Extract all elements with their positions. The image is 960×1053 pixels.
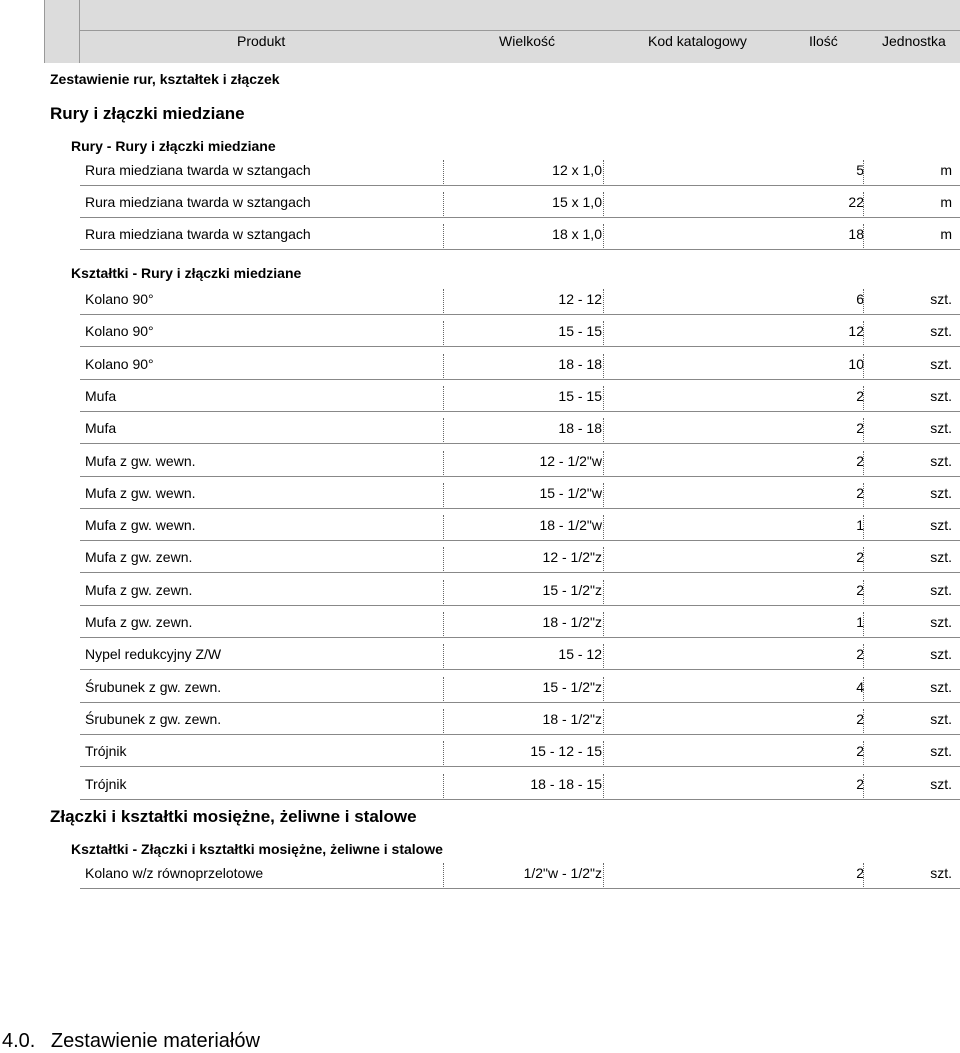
column-separator: [443, 224, 444, 248]
column-separator: [443, 354, 444, 378]
table-row: [80, 445, 960, 477]
cell-size: 15 - 1/2"w: [539, 484, 602, 501]
cell-quantity: 2: [856, 484, 864, 501]
cell-product: Śrubunek z gw. zewn.: [85, 710, 222, 727]
table-row: [80, 348, 960, 380]
column-separator: [863, 612, 864, 636]
column-separator: [603, 612, 604, 636]
column-header-size[interactable]: Wielkość: [499, 33, 556, 49]
cell-product: Rura miedziana twarda w sztangach: [85, 194, 311, 211]
row-divider: [80, 888, 960, 889]
column-separator: [603, 418, 604, 442]
cell-size: 15 - 1/2"z: [542, 678, 602, 695]
cell-quantity: 2: [856, 775, 864, 792]
cell-unit: m: [940, 226, 952, 243]
column-separator: [603, 580, 604, 604]
column-separator: [443, 483, 444, 507]
column-separator: [443, 418, 444, 442]
column-separator: [863, 321, 864, 345]
cell-quantity: 1: [856, 517, 864, 534]
cell-size: 18 - 18 - 15: [530, 775, 602, 792]
table-row: [80, 735, 960, 767]
cell-size: 15 - 12 - 15: [530, 743, 602, 760]
column-separator: [443, 644, 444, 668]
column-separator: [443, 612, 444, 636]
table-row: [80, 154, 960, 186]
cell-unit: szt.: [930, 387, 952, 404]
cell-size: 18 x 1,0: [552, 226, 602, 243]
table-row: [80, 283, 960, 315]
column-separator: [863, 677, 864, 701]
cell-quantity: 6: [856, 291, 864, 307]
cell-quantity: 5: [856, 162, 864, 178]
cell-unit: m: [940, 194, 952, 211]
column-separator: [443, 863, 444, 887]
cell-quantity: 2: [856, 865, 864, 881]
column-separator: [603, 192, 604, 216]
table-row: [80, 315, 960, 347]
cell-size: 18 - 1/2"z: [542, 710, 602, 727]
summary-title: Zestawienie rur, kształtek i złączek: [50, 71, 280, 87]
column-separator: [603, 160, 604, 184]
table-row: [80, 768, 960, 800]
table-row: [80, 509, 960, 541]
column-separator: [863, 354, 864, 378]
cell-product: Kolano 90°: [85, 291, 154, 307]
column-separator: [443, 580, 444, 604]
cell-size: 15 - 15: [558, 323, 602, 340]
cell-unit: szt.: [930, 678, 952, 695]
column-separator: [443, 160, 444, 184]
column-separator: [443, 192, 444, 216]
column-separator: [443, 774, 444, 798]
column-separator: [603, 709, 604, 733]
cell-unit: szt.: [930, 743, 952, 760]
cell-product: Rura miedziana twarda w sztangach: [85, 162, 311, 178]
cell-size: 12 - 1/2"z: [542, 549, 602, 566]
cell-product: Trójnik: [85, 743, 127, 760]
cell-quantity: 18: [848, 226, 864, 243]
column-separator: [603, 644, 604, 668]
cell-unit: szt.: [930, 420, 952, 437]
table-header: [44, 0, 960, 63]
column-separator: [443, 289, 444, 313]
table-row: [80, 638, 960, 670]
cell-quantity: 10: [848, 355, 864, 372]
column-separator: [603, 386, 604, 410]
column-separator: [443, 547, 444, 571]
cell-quantity: 2: [856, 646, 864, 663]
cell-size: 15 - 12: [558, 646, 602, 663]
cell-size: 15 x 1,0: [552, 194, 602, 211]
column-separator: [863, 224, 864, 248]
cell-unit: szt.: [930, 484, 952, 501]
cell-unit: szt.: [930, 291, 952, 307]
cell-unit: szt.: [930, 517, 952, 534]
cell-unit: szt.: [930, 646, 952, 663]
cell-quantity: 22: [848, 194, 864, 211]
header-divider-vertical: [79, 0, 80, 63]
footer-title: Zestawienie materiałów: [50, 1030, 260, 1052]
column-separator: [603, 224, 604, 248]
cell-size: 12 - 12: [558, 291, 602, 307]
cell-size: 18 - 18: [558, 355, 602, 372]
cell-unit: szt.: [930, 323, 952, 340]
column-separator: [863, 644, 864, 668]
cell-product: Mufa z gw. zewn.: [85, 581, 193, 598]
column-separator: [443, 515, 444, 539]
cell-product: Rura miedziana twarda w sztangach: [85, 226, 311, 243]
column-separator: [603, 451, 604, 475]
table-row: [80, 218, 960, 250]
column-separator: [603, 741, 604, 765]
column-header-product[interactable]: Produkt: [237, 33, 286, 49]
column-separator: [443, 386, 444, 410]
column-header-quantity[interactable]: Ilość: [809, 33, 838, 49]
cell-product: Nypel redukcyjny Z/W: [85, 646, 222, 663]
column-separator: [863, 289, 864, 313]
cell-size: 18 - 1/2"z: [542, 614, 602, 630]
column-separator: [603, 515, 604, 539]
group-title-brass: Złączki i kształtki mosiężne, żeliwne i stalowe: [50, 807, 417, 826]
column-separator: [603, 677, 604, 701]
column-separator: [863, 386, 864, 410]
cell-product: Mufa z gw. wewn.: [85, 452, 196, 469]
cell-product: Mufa: [85, 420, 117, 437]
column-header-catalog-code[interactable]: Kod katalogowy: [648, 33, 747, 49]
cell-product: Kolano w/z równoprzelotowe: [85, 865, 264, 881]
cell-quantity: 2: [856, 452, 864, 469]
subgroup-title-copper-fittings: Kształtki - Rury i złączki miedziane: [71, 265, 302, 281]
column-separator: [443, 709, 444, 733]
column-separator: [863, 741, 864, 765]
column-separator: [863, 483, 864, 507]
column-separator: [603, 354, 604, 378]
cell-product: Kolano 90°: [85, 323, 154, 340]
cell-quantity: 2: [856, 387, 864, 404]
cell-quantity: 1: [856, 614, 864, 630]
column-separator: [443, 321, 444, 345]
cell-product: Kolano 90°: [85, 355, 154, 372]
cell-unit: szt.: [930, 614, 952, 630]
subgroup-title-brass-fittings: Kształtki - Złączki i kształtki mosiężne, żeliwne i stalowe: [71, 841, 443, 857]
column-separator: [863, 160, 864, 184]
table-row: [80, 541, 960, 573]
cell-product: Mufa: [85, 387, 117, 404]
cell-product: Mufa z gw. wewn.: [85, 517, 196, 534]
cell-product: Mufa z gw. wewn.: [85, 484, 196, 501]
cell-unit: szt.: [930, 581, 952, 598]
cell-unit: m: [940, 162, 952, 178]
column-header-unit[interactable]: Jednostka: [882, 33, 946, 49]
column-separator: [603, 289, 604, 313]
table-row: [80, 477, 960, 509]
table-row: [80, 671, 960, 703]
cell-size: 15 - 15: [558, 387, 602, 404]
table-row: [80, 574, 960, 606]
column-separator: [863, 451, 864, 475]
table-row: [80, 186, 960, 218]
column-separator: [443, 741, 444, 765]
cell-quantity: 2: [856, 549, 864, 566]
cell-quantity: 4: [856, 678, 864, 695]
cell-size: 18 - 18: [558, 420, 602, 437]
cell-quantity: 2: [856, 420, 864, 437]
cell-quantity: 2: [856, 743, 864, 760]
cell-unit: szt.: [930, 452, 952, 469]
column-separator: [603, 774, 604, 798]
cell-unit: szt.: [930, 549, 952, 566]
column-separator: [863, 863, 864, 887]
cell-size: 15 - 1/2"z: [542, 581, 602, 598]
cell-unit: szt.: [930, 355, 952, 372]
column-separator: [863, 774, 864, 798]
column-separator: [863, 709, 864, 733]
table-row: [80, 412, 960, 444]
cell-product: Mufa z gw. zewn.: [85, 614, 193, 630]
row-divider: [80, 799, 960, 800]
column-separator: [603, 483, 604, 507]
column-separator: [863, 515, 864, 539]
column-separator: [443, 451, 444, 475]
subgroup-title-copper-pipes: Rury - Rury i złączki miedziane: [71, 138, 276, 154]
cell-unit: szt.: [930, 710, 952, 727]
cell-quantity: 12: [848, 323, 864, 340]
table-row: [80, 606, 960, 638]
column-separator: [603, 863, 604, 887]
cell-quantity: 2: [856, 710, 864, 727]
cell-quantity: 2: [856, 581, 864, 598]
cell-size: 12 - 1/2"w: [539, 452, 602, 469]
footer-number: 4.0.: [2, 1030, 36, 1052]
row-divider: [80, 249, 960, 250]
column-separator: [863, 580, 864, 604]
column-separator: [863, 192, 864, 216]
group-title-copper: Rury i złączki miedziane: [50, 104, 245, 123]
column-separator: [863, 547, 864, 571]
table-row: [80, 380, 960, 412]
table-row: [80, 703, 960, 735]
column-separator: [443, 677, 444, 701]
column-separator: [603, 321, 604, 345]
cell-size: 12 x 1,0: [552, 162, 602, 178]
header-divider-horizontal: [79, 30, 960, 31]
cell-unit: szt.: [930, 865, 952, 881]
cell-size: 1/2"w - 1/2"z: [523, 865, 602, 881]
cell-unit: szt.: [930, 775, 952, 792]
column-separator: [603, 547, 604, 571]
cell-size: 18 - 1/2"w: [539, 517, 602, 534]
cell-product: Śrubunek z gw. zewn.: [85, 678, 222, 695]
table-row: [80, 857, 960, 889]
cell-product: Mufa z gw. zewn.: [85, 549, 193, 566]
column-separator: [863, 418, 864, 442]
cell-product: Trójnik: [85, 775, 127, 792]
